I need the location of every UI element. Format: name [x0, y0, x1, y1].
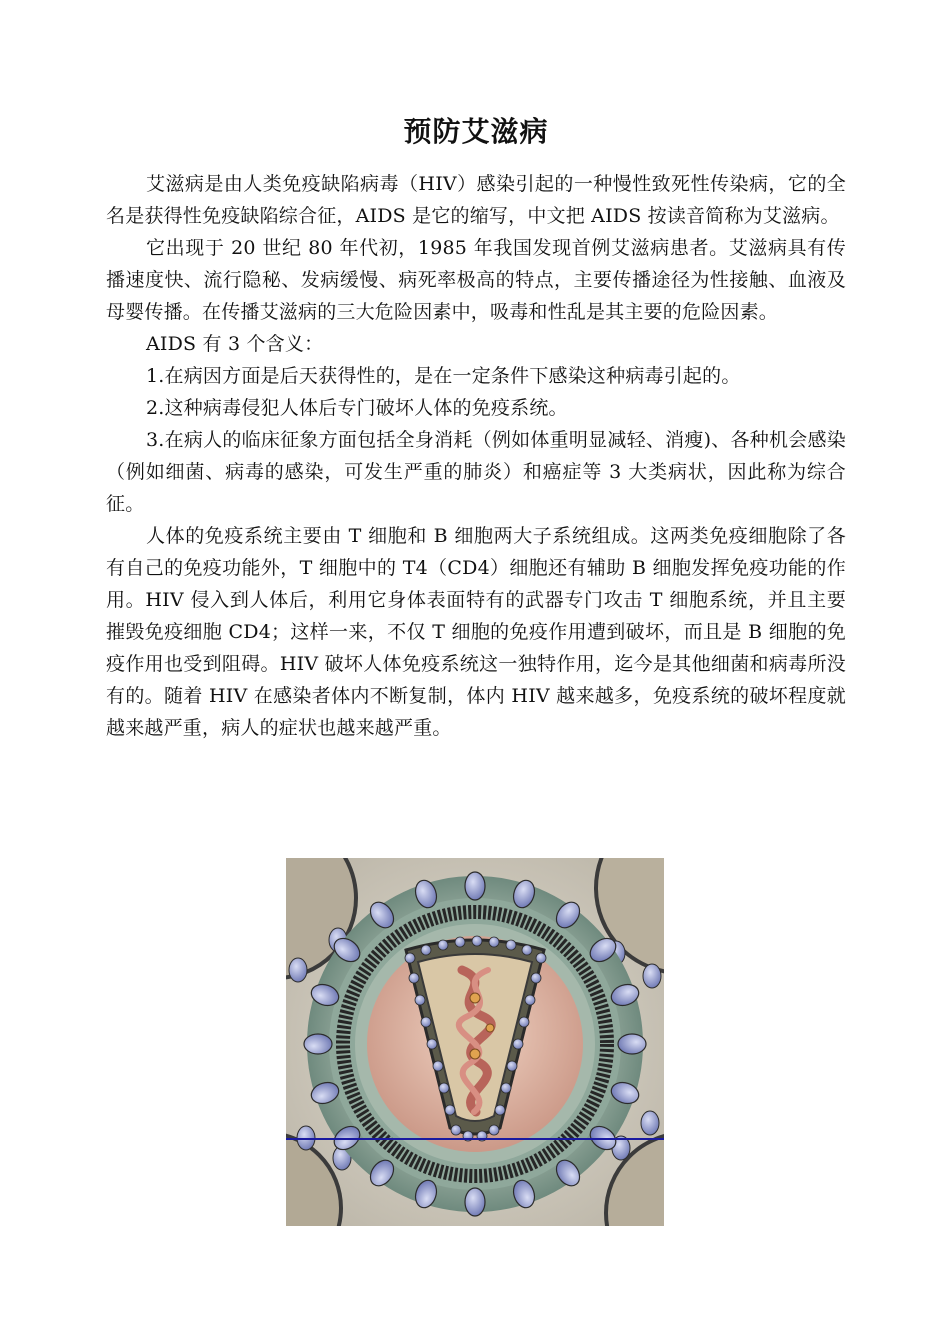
paragraph-meaning-3: 3.在病人的临床征象方面包括全身消耗（例如体重明显减轻、消瘦)、各种机会感染（例如细菌、病毒的感染，可发生严重的肺炎）和癌症等 3 大类病状，因此称为综合征。	[106, 429, 846, 515]
paragraph-intro: 艾滋病是由人类免疫缺陷病毒（HIV）感染引起的一种慢性致死性传染病，它的全名是获得性免疫缺陷综合征，AIDS 是它的缩写，中文把 AIDS 按读音简称为艾滋病。	[106, 173, 846, 227]
document-page	[106, 110, 846, 744]
paragraph-meaning-2: 2.这种病毒侵犯人体后专门破坏人体的免疫系统。	[146, 397, 568, 419]
paragraph-immune-system: 人体的免疫系统主要由 T 细胞和 B 细胞两大子系统组成。这两类免疫细胞除了各有自己的免疫功能外，T 细胞中的 T4（CD4）细胞还有辅助 B 细胞发挥免疫功能的作用。HIV 侵入到人体后，利用它身体表面特有的武器专门攻击 T 细胞系统，并且主要摧毁免疫细胞 CD4；这样一来，不仅 T 细胞的免疫作用遭到破坏，而且是 B 细胞的免疫作用也受到阻碍。HIV 破坏人体免疫系统这一独特作用，迄今是其他细菌和病毒所没有的。随着 HIV 在感染者体内不断复制，体内 HIV 越来越多，免疫系统的破坏程度就越来越严重，病人的症状也越来越严重。	[106, 525, 846, 739]
hiv-virus-figure	[286, 858, 664, 1226]
paragraph-meaning-1: 1.在病因方面是后天获得性的，是在一定条件下感染这种病毒引起的。	[146, 365, 741, 387]
paragraph-aids-meaning-heading: AIDS 有 3 个含义：	[146, 333, 324, 355]
hiv-virus-illustration-icon	[286, 858, 664, 1226]
paragraph-history: 它出现于 20 世纪 80 年代初，1985 年我国发现首例艾滋病患者。艾滋病具有传播速度快、流行隐秘、发病缓慢、病死率极高的特点，主要传播途径为性接触、血液及母婴传播。在传播艾滋病的三大危险因素中，吸毒和性乱是其主要的危险因素。	[106, 237, 846, 323]
page-title: 预防艾滋病	[403, 115, 549, 148]
